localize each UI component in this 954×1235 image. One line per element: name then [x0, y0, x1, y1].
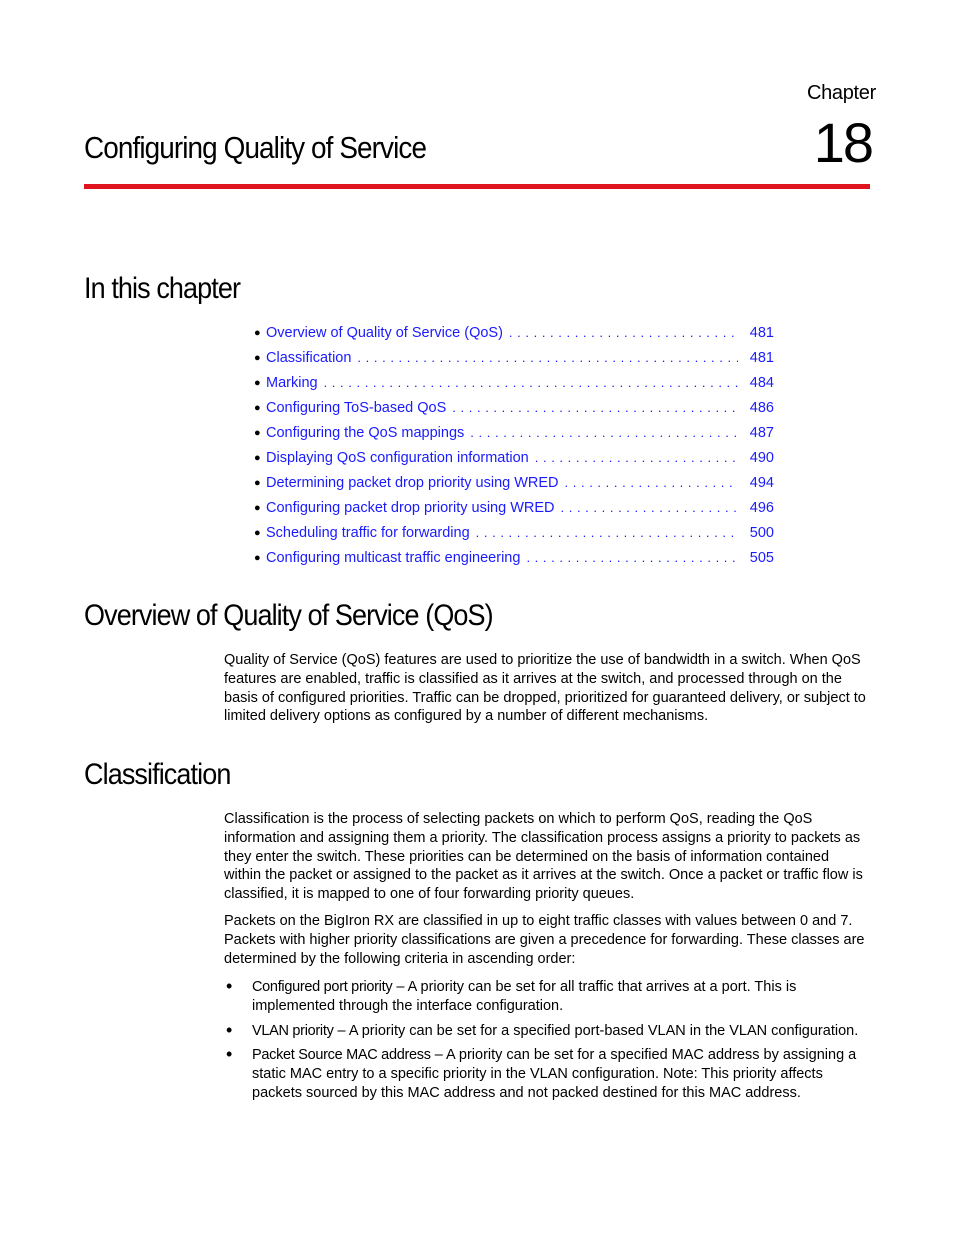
bullet-icon: ● — [254, 476, 261, 489]
bullet-icon: ● — [254, 551, 261, 564]
toc-item-title[interactable]: Classification — [266, 349, 352, 366]
chapter-divider — [84, 184, 870, 189]
bullet-icon: ● — [254, 451, 261, 464]
toc-leader — [526, 550, 738, 565]
toc-item-title[interactable]: Displaying QoS configuration information — [266, 449, 529, 466]
toc-leader — [452, 400, 738, 415]
classification-paragraph-1: Classification is the process of selecting packets on which to perform QoS, reading the QoS information and assigning them a priority. The classification process assigns a priority to packets as they enter the switch. These priorities can be determined on the basis of information contained within the packet or assigned to the packet as it arrives at the switch. Once a packet or traffic flow is classified, it is mapped to one of four forwarding priority queues. — [224, 811, 863, 903]
toc-leader — [476, 525, 738, 540]
toc-leader — [561, 500, 738, 515]
bullet-icon: ● — [254, 401, 261, 414]
toc-item[interactable] — [254, 395, 774, 420]
toc-item[interactable] — [254, 345, 774, 370]
bullet-icon: • — [226, 976, 233, 996]
toc-item[interactable] — [254, 420, 774, 445]
toc-item-page[interactable]: 490 — [749, 449, 774, 466]
overview-paragraph: Quality of Service (QoS) features are used to prioritize the use of bandwidth in a switch. When QoS features are enabled, traffic is classified as it arrives at the switch, and processed through on the basis of configured priorities. Traffic can be dropped, prioritized for guaranteed delivery, or subject to limited delivery options as configured by a number of different mechanisms. — [224, 652, 866, 725]
bullet-icon: ● — [254, 326, 261, 339]
toc-item-title[interactable]: Configuring packet drop priority using WRED — [266, 499, 555, 516]
bullet-icon: ● — [254, 426, 261, 439]
toc-item-page[interactable]: 505 — [749, 549, 774, 566]
criterion-text: – A priority can be set for a specified port-based VLAN in the VLAN configuration. — [333, 1022, 859, 1039]
toc-item-title[interactable]: Marking — [266, 374, 318, 391]
toc-leader — [535, 450, 738, 465]
criterion-text: – A priority can be set for a specified MAC address by assigning a static MAC entry to a specific priority in the VLAN configuration. Note: This priority affects packets sourced by this MAC address and not packed destined for this MAC address. — [252, 1047, 857, 1101]
classification-criteria-list — [224, 978, 870, 1109]
chapter-title: Configuring Quality of Service — [84, 130, 427, 165]
toc-item[interactable] — [254, 470, 774, 495]
toc-item[interactable] — [254, 370, 774, 395]
toc-leader — [357, 350, 738, 365]
bullet-icon: • — [226, 1019, 233, 1040]
chapter-label: Chapter — [806, 82, 876, 104]
bullet-icon: ● — [254, 351, 261, 364]
toc-item-page[interactable]: 487 — [749, 424, 774, 441]
bullet-icon: ● — [254, 376, 261, 389]
toc-item-title[interactable]: Configuring multicast traffic engineering — [266, 549, 521, 566]
toc-item-page[interactable]: 496 — [749, 499, 774, 516]
overview-heading: Overview of Quality of Service (QoS) — [84, 599, 493, 632]
list-item — [224, 1046, 870, 1102]
toc-leader — [324, 375, 738, 390]
toc-item[interactable] — [254, 520, 774, 545]
toc-item-page[interactable]: 486 — [749, 399, 774, 416]
toc-item-page[interactable]: 481 — [749, 349, 774, 366]
criterion-term: Packet Source MAC address — [252, 1047, 431, 1064]
toc-item-page[interactable]: 500 — [749, 524, 774, 541]
toc-item-title[interactable]: Configuring the QoS mappings — [266, 424, 465, 441]
list-item — [224, 1019, 870, 1041]
toc-item-title[interactable]: Determining packet drop priority using WRED — [266, 474, 559, 491]
toc-item[interactable] — [254, 445, 774, 470]
toc-item-title[interactable]: Configuring ToS-based QoS — [266, 399, 447, 416]
bullet-icon: ● — [254, 526, 261, 539]
classification-heading: Classification — [84, 758, 231, 791]
bullet-icon: • — [226, 1044, 233, 1065]
toc-item[interactable] — [254, 495, 774, 520]
chapter-number: 18 — [813, 111, 872, 174]
toc-leader — [509, 325, 738, 340]
toc-item-page[interactable]: 484 — [749, 374, 774, 391]
classification-paragraph-2: Packets on the BigIron RX are classified in up to eight traffic classes with values between 0 and 7. Packets with higher priority classifications are given a precedence for forwarding. These classes are determined by the following criteria in ascending order: — [224, 913, 865, 967]
toc-item-page[interactable]: 481 — [749, 324, 774, 341]
toc-item-page[interactable]: 494 — [749, 474, 774, 491]
bullet-icon: ● — [254, 501, 261, 514]
toc-leader — [565, 475, 738, 490]
criterion-term: Configured port priority — [252, 979, 393, 995]
toc-leader — [470, 425, 738, 440]
toc-item-title[interactable]: Scheduling traffic for forwarding — [266, 524, 470, 541]
toc-item[interactable] — [254, 545, 774, 570]
criterion-text: – A priority can be set for all traffic that arrives at a port. This is implemented through the interface configuration. — [252, 979, 797, 1014]
in-this-chapter-heading: In this chapter — [84, 272, 241, 305]
criterion-term: VLAN priority — [252, 1022, 334, 1039]
chapter-toc — [254, 320, 774, 570]
list-item — [224, 978, 870, 1016]
toc-item[interactable] — [254, 320, 774, 345]
toc-item-title[interactable]: Overview of Quality of Service (QoS) — [266, 324, 503, 341]
